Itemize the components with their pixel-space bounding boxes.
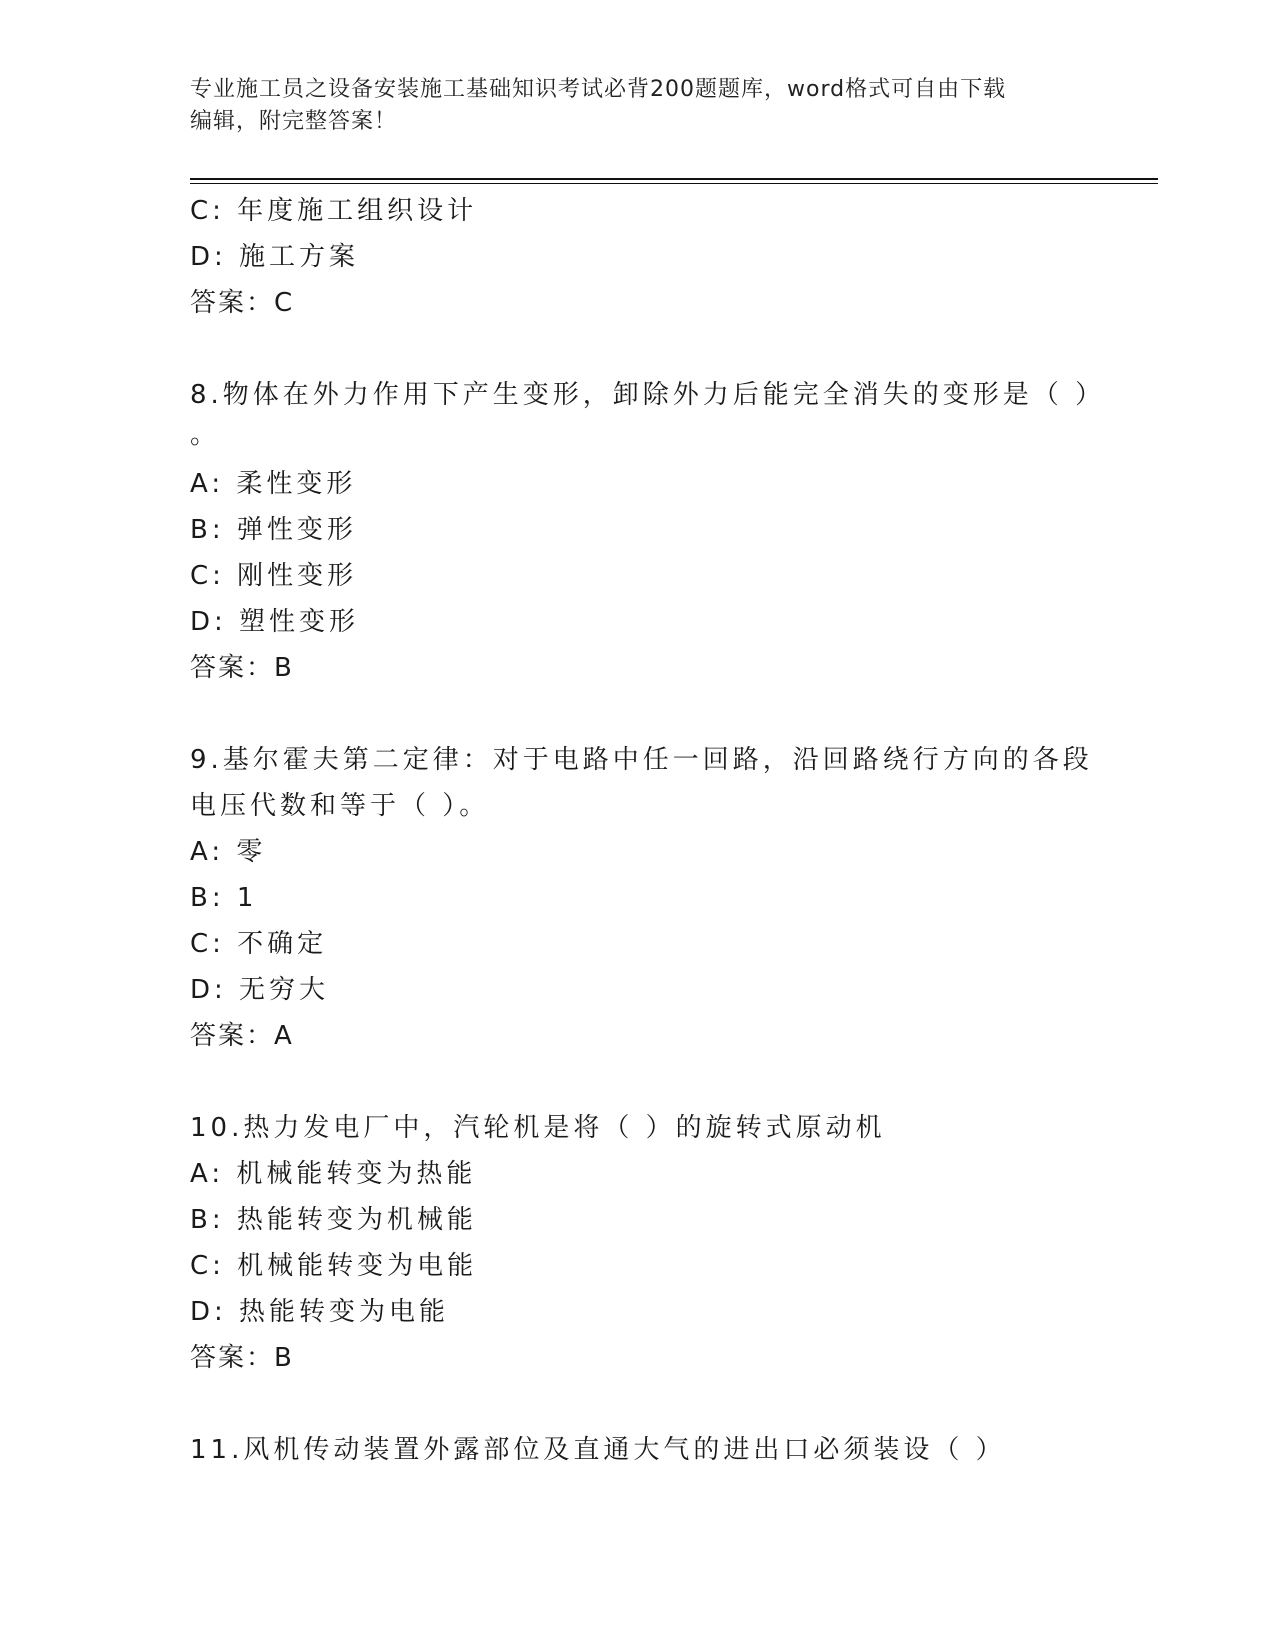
header-line-1: 专业施工员之设备安装施工基础知识考试必背200题题库，word格式可自由下载 bbox=[190, 77, 1007, 102]
q10-stem-line-1: 10.热力发电厂中，汽轮机是将（ ）的旋转式原动机 bbox=[190, 1113, 886, 1143]
q9-option-c: C: 不确定 bbox=[190, 929, 328, 959]
q7-answer: 答案：C bbox=[190, 288, 295, 318]
q10-option-d: D: 热能转变为电能 bbox=[190, 1297, 450, 1327]
q11-stem-line-1: 11.风机传动装置外露部位及直通大气的进出口必须装设（ ） bbox=[190, 1435, 1006, 1465]
q10-option-c: C: 机械能转变为电能 bbox=[190, 1251, 478, 1281]
q9-option-d: D: 无穷大 bbox=[190, 975, 330, 1005]
q10-option-a: A: 机械能转变为热能 bbox=[190, 1159, 477, 1189]
q8-option-a: A: 柔性变形 bbox=[190, 469, 357, 499]
q8-option-c: C: 刚性变形 bbox=[190, 561, 358, 591]
header-divider-thick bbox=[190, 178, 1158, 180]
q7-option-d: D: 施工方案 bbox=[190, 242, 360, 272]
q9-stem-line-2: 电压代数和等于（ ）。 bbox=[190, 791, 490, 821]
q10-option-b: B: 热能转变为机械能 bbox=[190, 1205, 477, 1235]
q8-option-b: B: 弹性变形 bbox=[190, 515, 357, 545]
q9-answer: 答案：A bbox=[190, 1021, 294, 1051]
q9-option-b: B: 1 bbox=[190, 883, 258, 913]
q10-answer: 答案：B bbox=[190, 1343, 294, 1373]
header-line-2: 编辑，附完整答案！ bbox=[190, 109, 398, 134]
q8-stem-line-2: 。 bbox=[190, 420, 221, 450]
document-header bbox=[190, 74, 1090, 138]
q8-stem-line-1: 8.物体在外力作用下产生变形，卸除外力后能完全消失的变形是（ ） bbox=[190, 380, 1106, 410]
q8-answer: 答案：B bbox=[190, 653, 294, 683]
q9-option-a: A: 零 bbox=[190, 837, 267, 867]
header-divider-thin bbox=[190, 183, 1158, 184]
q7-option-c: C: 年度施工组织设计 bbox=[190, 196, 478, 226]
q8-option-d: D: 塑性变形 bbox=[190, 607, 360, 637]
q9-stem-line-1: 9.基尔霍夫第二定律：对于电路中任一回路，沿回路绕行方向的各段 bbox=[190, 745, 1093, 775]
